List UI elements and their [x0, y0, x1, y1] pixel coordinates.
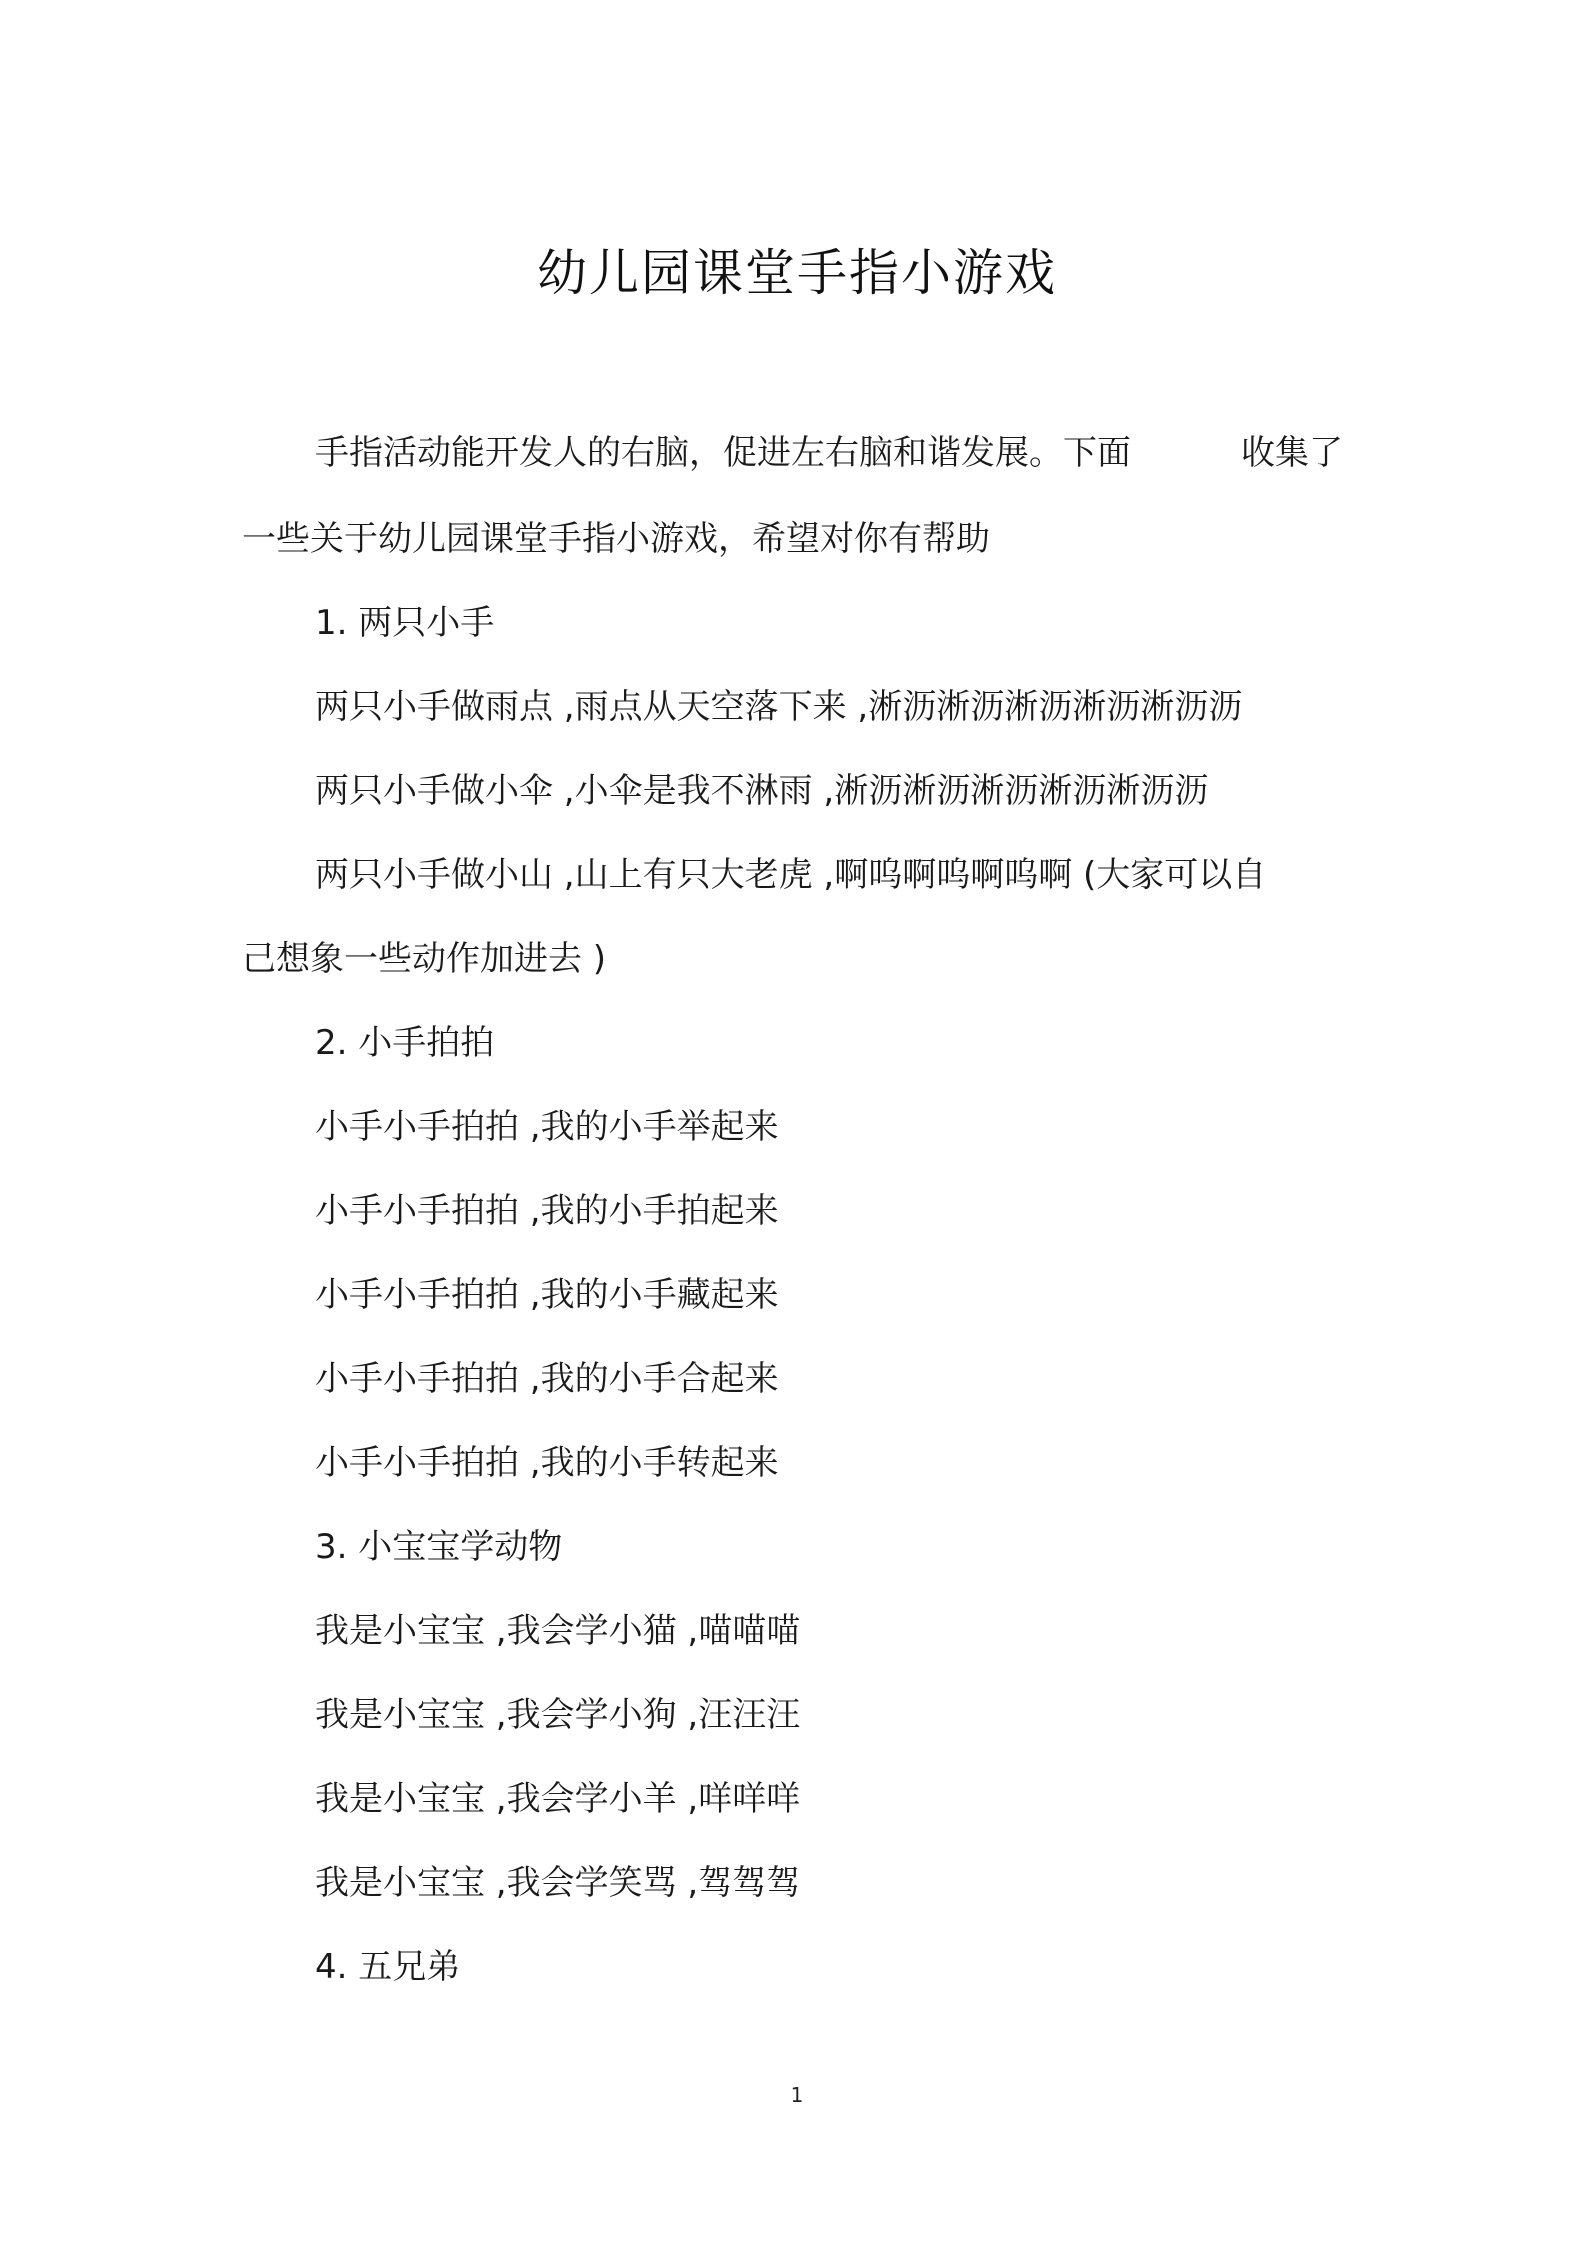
section-heading-2: 2. 小手拍拍	[315, 1023, 495, 1063]
section-1-line-3: 两只小手做小山 ,山上有只大老虎 ,啊呜啊呜啊呜啊 (大家可以自	[315, 855, 1267, 895]
section-heading-4: 4. 五兄弟	[315, 1947, 461, 1987]
section-3-line-4: 我是小宝宝 ,我会学笑骂 ,驾驾驾	[315, 1863, 801, 1903]
section-2-line-2: 小手小手拍拍 ,我的小手拍起来	[315, 1191, 779, 1231]
section-2-line-3: 小手小手拍拍 ,我的小手藏起来	[315, 1275, 779, 1315]
section-2-line-4: 小手小手拍拍 ,我的小手合起来	[315, 1359, 779, 1399]
section-heading-3: 3. 小宝宝学动物	[315, 1527, 563, 1567]
section-3-line-1: 我是小宝宝 ,我会学小猫 ,喵喵喵	[315, 1611, 801, 1651]
section-1-line-4: 己想象一些动作加进去 )	[242, 939, 607, 979]
section-2-line-5: 小手小手拍拍 ,我的小手转起来	[315, 1443, 779, 1483]
section-heading-1: 1. 两只小手	[315, 603, 495, 643]
section-1-line-1: 两只小手做雨点 ,雨点从天空落下来 ,淅沥淅沥淅沥淅沥淅沥沥	[315, 687, 1243, 727]
intro-text-1a: 手指活动能开发人的右脑，促进左右脑和谐发展。下面	[315, 433, 1131, 473]
intro-line-2: 一些关于幼儿园课堂手指小游戏，希望对你有帮助	[242, 519, 990, 559]
page-title: 幼儿园课堂手指小游戏	[537, 244, 1057, 302]
intro-line-1	[315, 428, 1343, 478]
section-1-line-2: 两只小手做小伞 ,小伞是我不淋雨 ,淅沥淅沥淅沥淅沥淅沥沥	[315, 771, 1209, 811]
section-2-line-1: 小手小手拍拍 ,我的小手举起来	[315, 1107, 779, 1147]
page-number: 1	[790, 2083, 804, 2107]
section-3-line-2: 我是小宝宝 ,我会学小狗 ,汪汪汪	[315, 1695, 801, 1735]
section-3-line-3: 我是小宝宝 ,我会学小羊 ,咩咩咩	[315, 1779, 801, 1819]
intro-text-1b: 收集了	[1241, 433, 1343, 473]
